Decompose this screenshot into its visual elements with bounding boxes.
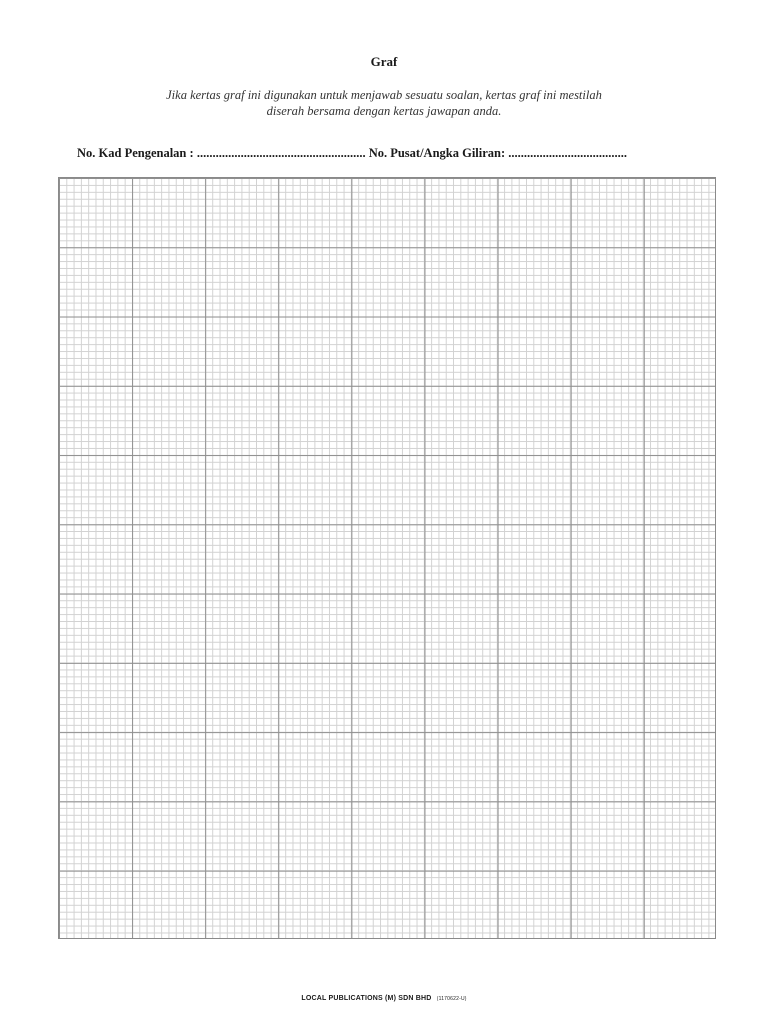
publisher-code: (1170622-U) bbox=[436, 996, 467, 1002]
instruction-text bbox=[120, 87, 648, 119]
publisher-name: LOCAL PUBLICATIONS (M) SDN BHD bbox=[301, 995, 432, 1002]
instruction-line-1: Jika kertas graf ini digunakan untuk menjawab sesuatu soalan, kertas graf ini mestilah bbox=[166, 88, 602, 102]
footer bbox=[0, 995, 768, 1002]
id-number-field[interactable]: ...................................................... bbox=[196, 146, 366, 160]
instruction-line-2: diserah bersama dengan kertas jawapan anda. bbox=[266, 104, 502, 118]
id-number-label: No. Kad Pengenalan : bbox=[77, 146, 194, 160]
center-number-label: No. Pusat/Angka Giliran: bbox=[368, 146, 506, 160]
graph-paper-grid[interactable] bbox=[58, 177, 716, 939]
candidate-fields bbox=[77, 146, 717, 161]
page-title: Graf bbox=[370, 54, 398, 69]
center-number-field[interactable]: ...................................... bbox=[508, 146, 628, 160]
